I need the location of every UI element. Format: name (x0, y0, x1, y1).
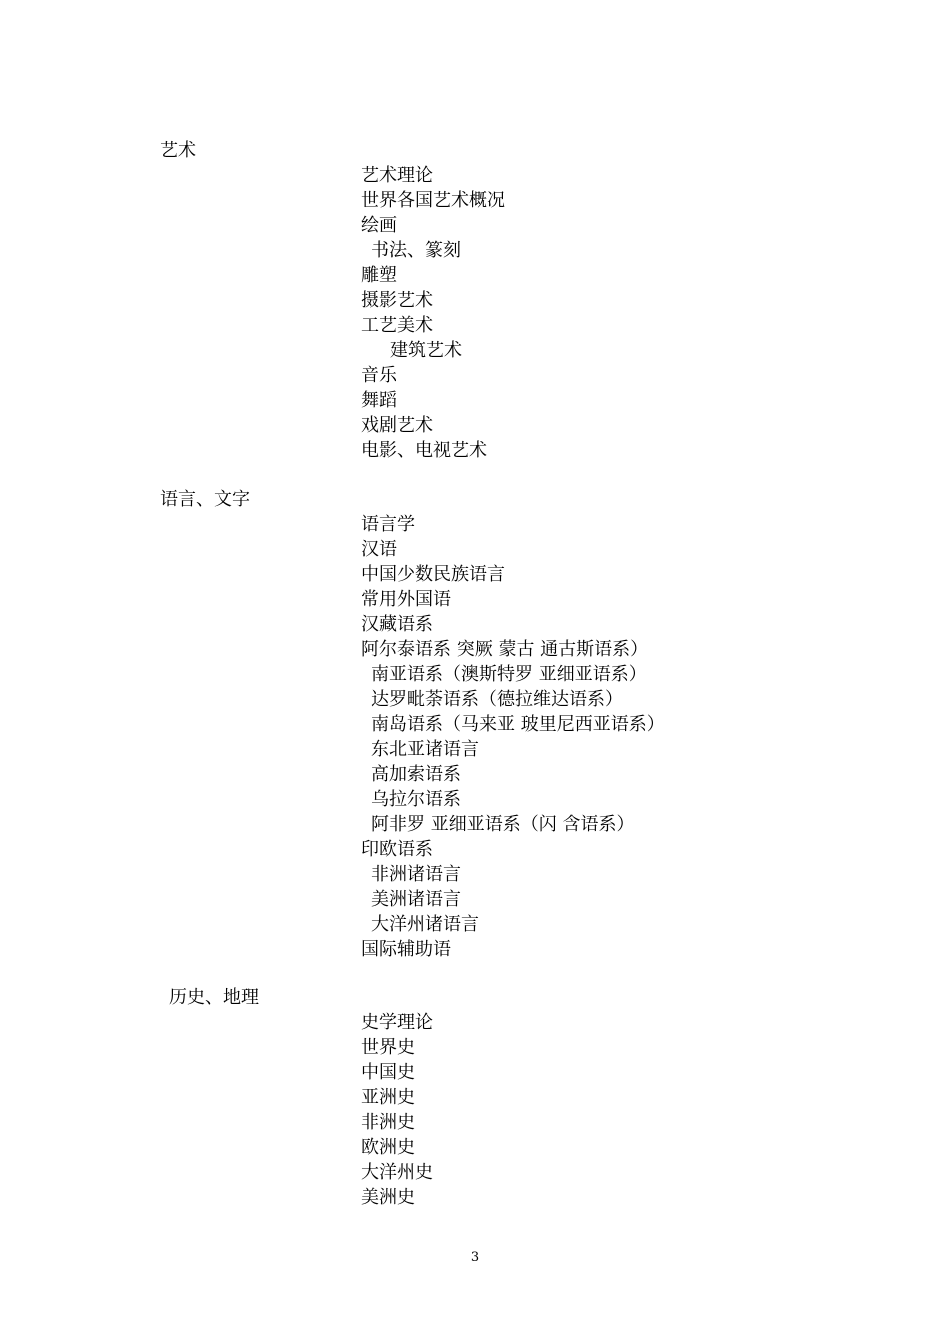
list-item: 艺术理论 (361, 165, 433, 186)
list-item: 达罗毗荼语系（德拉维达语系） (371, 689, 623, 710)
list-item: 舞蹈 (361, 390, 397, 411)
list-item: 戏剧艺术 (361, 415, 433, 436)
list-item: 美洲诸语言 (371, 889, 461, 910)
list-item: 乌拉尔语系 (371, 789, 461, 810)
list-item: 非洲史 (361, 1112, 415, 1133)
section-heading: 历史、地理 (169, 987, 259, 1008)
list-item: 史学理论 (361, 1012, 433, 1033)
list-item: 国际辅助语 (361, 939, 451, 960)
list-item: 音乐 (361, 365, 397, 386)
list-item: 欧洲史 (361, 1137, 415, 1158)
list-item: 中国少数民族语言 (361, 564, 505, 585)
list-item: 雕塑 (361, 265, 397, 286)
list-item: 世界各国艺术概况 (361, 190, 505, 211)
list-item: 亚洲史 (361, 1087, 415, 1108)
list-item: 非洲诸语言 (371, 864, 461, 885)
list-item: 南岛语系（马来亚 玻里尼西亚语系） (371, 714, 665, 735)
list-item: 中国史 (361, 1062, 415, 1083)
section-item-list (361, 1010, 433, 1210)
page-number: 3 (470, 1250, 480, 1265)
list-item: 书法、篆刻 (371, 240, 461, 261)
list-item: 大洋州史 (361, 1162, 433, 1183)
section-item-list (361, 512, 665, 962)
list-item: 阿非罗 亚细亚语系（闪 含语系） (371, 814, 635, 835)
list-item: 建筑艺术 (390, 340, 462, 361)
list-item: 大洋州诸语言 (371, 914, 479, 935)
list-item: 语言学 (361, 514, 415, 535)
list-item: 摄影艺术 (361, 290, 433, 311)
list-item: 美洲史 (361, 1187, 415, 1208)
list-item: 东北亚诸语言 (371, 739, 479, 760)
section-heading: 语言、文字 (160, 489, 250, 510)
section-item-list (361, 163, 505, 463)
list-item: 绘画 (361, 215, 397, 236)
list-item: 阿尔泰语系 突厥 蒙古 通古斯语系） (361, 639, 649, 660)
list-item: 电影、电视艺术 (361, 440, 487, 461)
list-item: 汉语 (361, 539, 397, 560)
list-item: 世界史 (361, 1037, 415, 1058)
list-item: 印欧语系 (361, 839, 433, 860)
section-heading: 艺术 (160, 140, 196, 161)
list-item: 汉藏语系 (361, 614, 433, 635)
list-item: 南亚语系（澳斯特罗 亚细亚语系） (371, 664, 647, 685)
list-item: 工艺美术 (361, 315, 433, 336)
list-item: 高加索语系 (371, 764, 461, 785)
list-item: 常用外国语 (361, 589, 451, 610)
